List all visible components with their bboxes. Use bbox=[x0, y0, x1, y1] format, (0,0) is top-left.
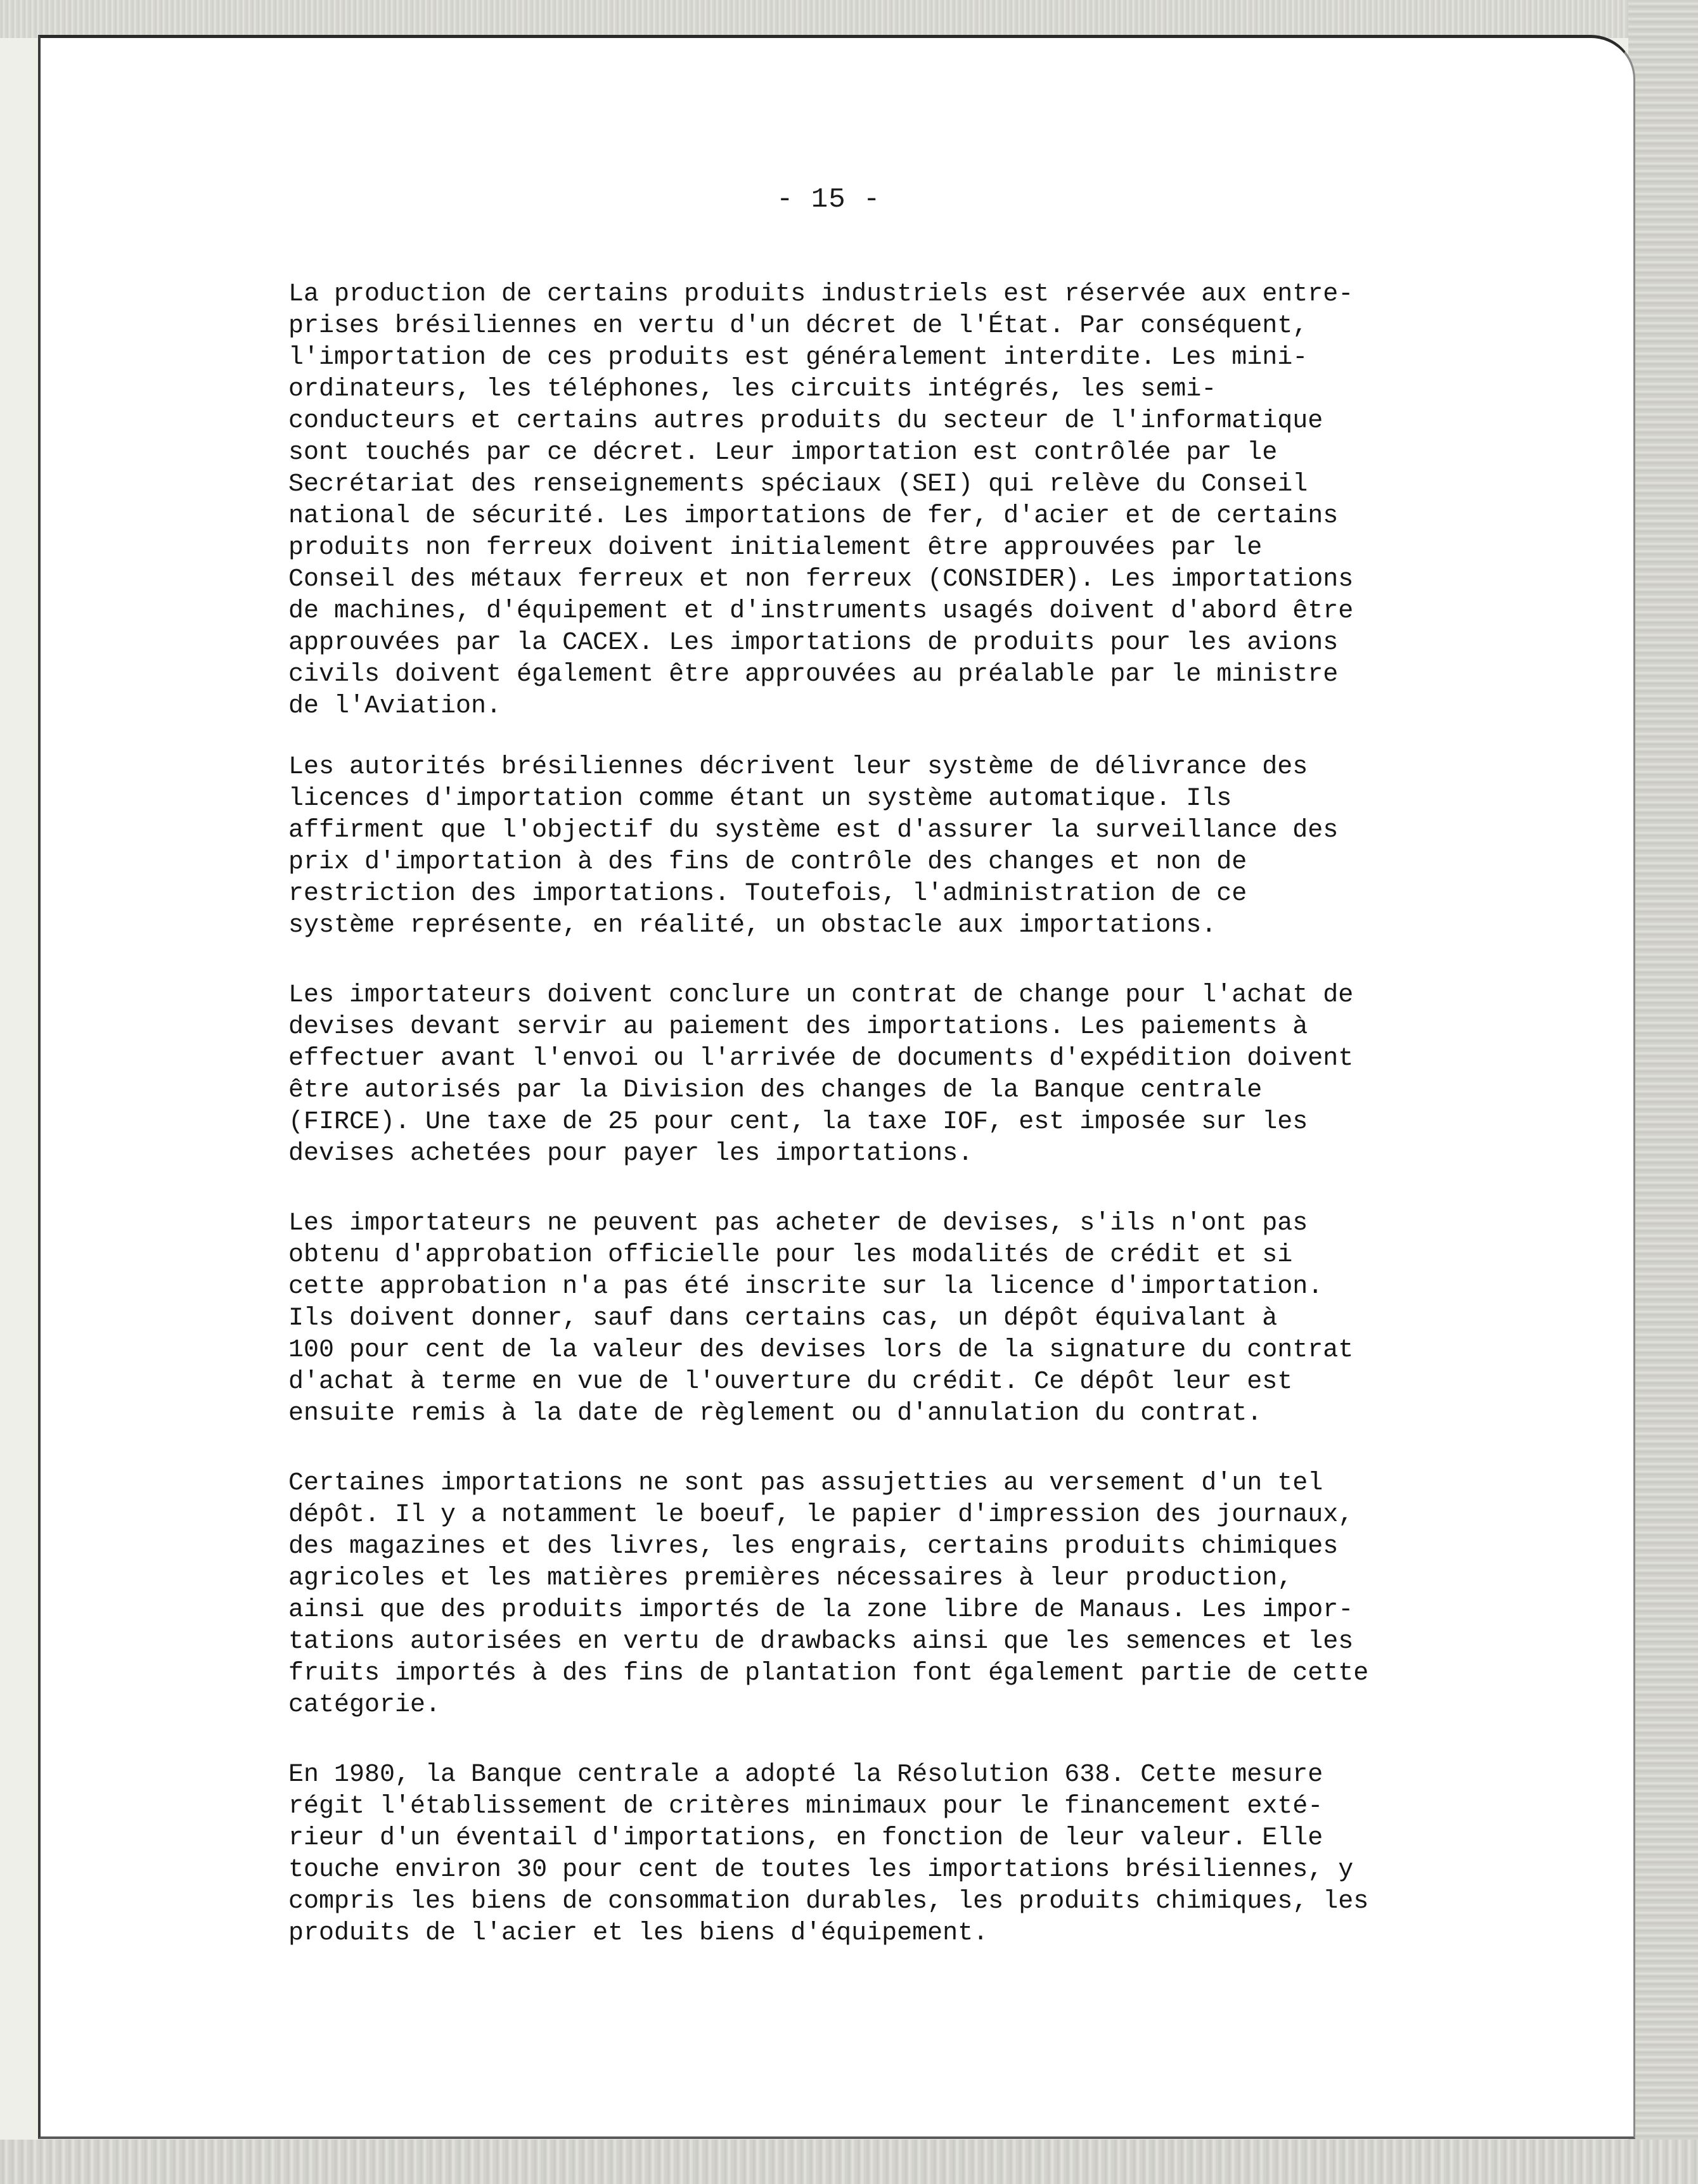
paragraph-import-licences: Les autorités brésiliennes décrivent leur système de délivrance des licences d'importation comme étant un système automatique. Ils affirment que l'objectif du système est d'assurer la surveillance des prix d'importation à des fins de contrôle des changes et non de restriction des importations. Toutefois, l'administration de ce système représente, en réalité, un obstacle aux importations. bbox=[288, 753, 1339, 940]
paragraph-exchange-contract: Les importateurs doivent conclure un contrat de change pour l'achat de devises devant servir au paiement des importations. Les paiements à effectuer avant l'envoi ou l'arrivée de documents d'expédition doivent être autorisés par la Division des changes de la Banque centrale (FIRCE). Une taxe de 25 pour cent, la taxe IOF, est imposée sur les devises achetées pour payer les importations. bbox=[288, 981, 1354, 1168]
paragraph-credit-approval: Les importateurs ne peuvent pas acheter de devises, s'ils n'ont pas obtenu d'approbation officielle pour les modalités de crédit et si cette approbation n'a pas été inscrite sur la licence d'importation. Ils doivent donner, sauf dans certains cas, un dépôt équivalant à 100 pour cent de la valeur des devises lors de la signature du contrat d'achat à terme en vue de l'ouverture du crédit. Ce dépôt leur est ensuite remis à la date de règlement ou d'annulation du contrat. bbox=[288, 1209, 1354, 1428]
paragraph-deposit-exemptions: Certaines importations ne sont pas assujetties au versement d'un tel dépôt. Il y a notamment le boeuf, le papier d'impression des journaux, des magazines et des livres, les engrais, certains produits chimiques agricoles et les matières premières nécessaires à leur production, ainsi que des produits importés de la zone libre de Manaus. Les impor- tations autorisées en vertu de drawbacks ainsi que les semences et les fruits importés à des fins de plantation font également partie de cette catégorie. bbox=[288, 1469, 1369, 1719]
scan-edge-right bbox=[1628, 0, 1698, 2184]
paragraph-resolution-638: En 1980, la Banque centrale a adopté la Résolution 638. Cette mesure régit l'établissement de critères minimaux pour le financement exté- rieur d'un éventail d'importations, en fonction de leur valeur. Elle touche environ 30 pour cent de toutes les importations brésiliennes, y compris les biens de consommation durables, les produits chimiques, les produits de l'acier et les biens d'équipement. bbox=[288, 1761, 1369, 1948]
page-number: - 15 - bbox=[776, 184, 881, 215]
scan-edge-top bbox=[0, 0, 1698, 38]
scan-edge-bottom bbox=[0, 2140, 1698, 2184]
paragraph-industrial-products: La production de certains produits industriels est réservée aux entre- prises brésiliennes en vertu d'un décret de l'État. Par conséquent, l'importation de ces produits est généralement interdite. Les mini- ordinateurs, les téléphones, les circuits intégrés, les semi- conducteurs et certains autres produits du secteur de l'informatique sont touchés par ce décret. Leur importation est contrôlée par le Secrétariat des renseignements spéciaux (SEI) qui relève du Conseil national de sécurité. Les importations de fer, d'acier et de certains produits non ferreux doivent initialement être approuvées par le Conseil des métaux ferreux et non ferreux (CONSIDER). Les importations de machines, d'équipement et d'instruments usagés doivent d'abord être approuvées par la CACEX. Les importations de produits pour les avions civils doivent également être approuvées au préalable par le ministre de l'Aviation. bbox=[288, 280, 1354, 721]
